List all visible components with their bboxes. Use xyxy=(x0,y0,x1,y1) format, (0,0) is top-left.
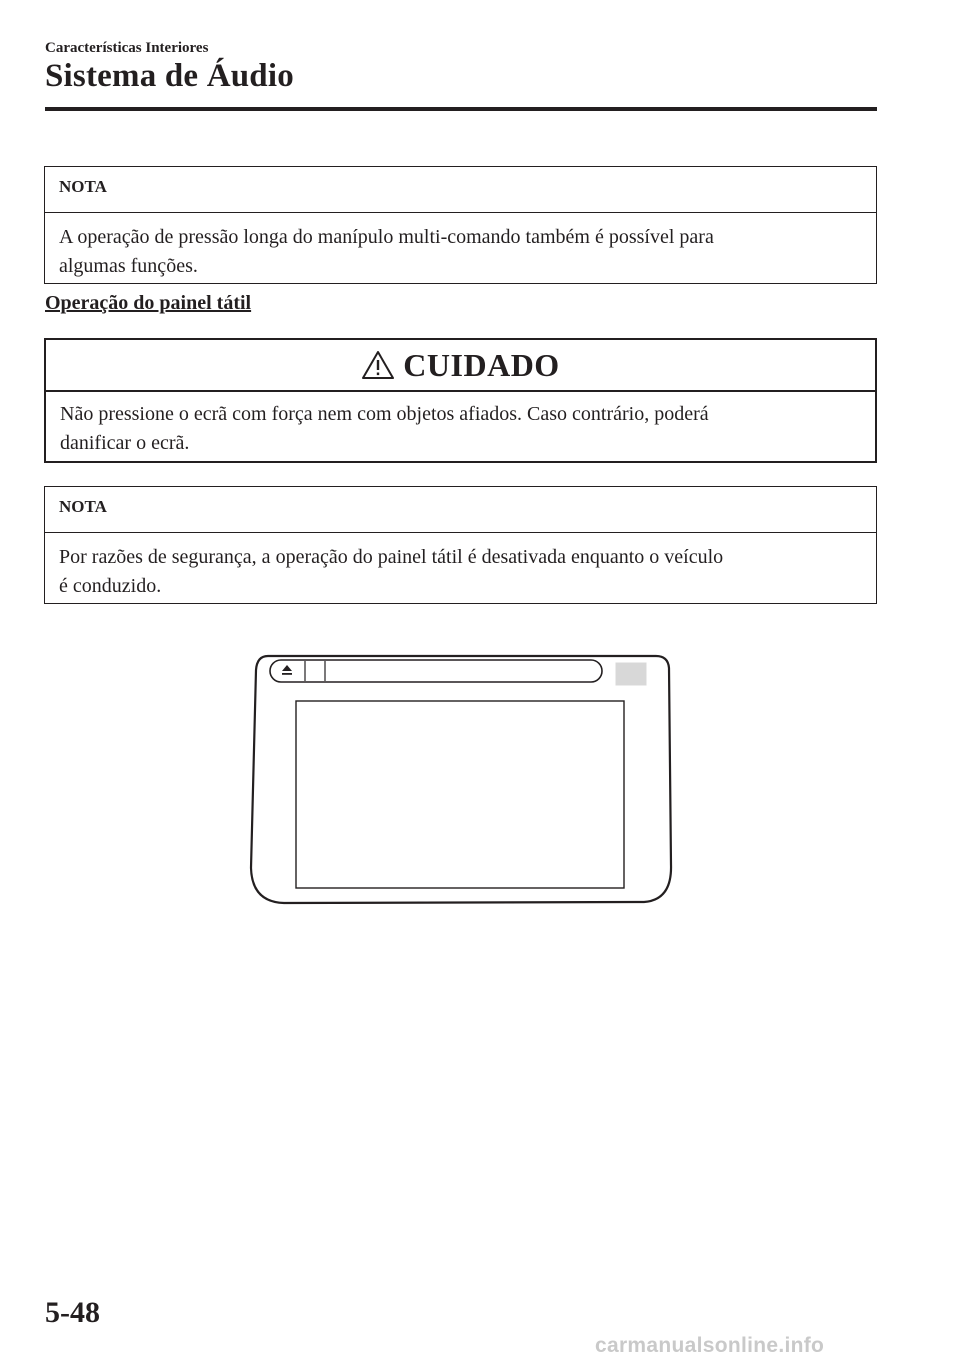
note-text-line: algumas funções. xyxy=(59,255,198,277)
note-label: NOTA xyxy=(45,167,876,213)
note-text-line: A operação de pressão longa do manípulo multi-comando também é possível para xyxy=(59,226,714,248)
note-body xyxy=(45,533,876,601)
section-label: Características Interiores xyxy=(45,40,209,56)
caution-text-line: Não pressione o ecrã com força nem com objetos afiados. Caso contrário, poderá xyxy=(60,403,709,425)
caution-box xyxy=(44,338,877,463)
caution-label: CUIDADO xyxy=(403,346,560,383)
subheading-touch-panel: Operação do painel tátil xyxy=(45,292,252,314)
touch-screen xyxy=(296,701,624,888)
title-divider xyxy=(45,107,877,111)
caution-body xyxy=(46,392,875,458)
caution-header xyxy=(46,340,875,392)
note-text-line: Por razões de segurança, a operação do painel tátil é desativada enquanto o veículo xyxy=(59,546,724,568)
warning-triangle-icon xyxy=(361,350,395,380)
caution-text-line: danificar o ecrã. xyxy=(60,432,190,454)
note-box-long-press xyxy=(44,166,877,284)
page-number: 5-48 xyxy=(45,1296,100,1329)
note-text-line: é conduzido. xyxy=(59,575,162,597)
disc-slot xyxy=(270,660,602,682)
watermark: carmanualsonline.info xyxy=(595,1334,825,1357)
note-label: NOTA xyxy=(45,487,876,533)
page-title: Sistema de Áudio xyxy=(45,58,294,94)
touch-panel-illustration xyxy=(246,650,678,908)
note-body xyxy=(45,213,876,281)
sensor-area xyxy=(616,663,646,685)
note-box-safety xyxy=(44,486,877,604)
